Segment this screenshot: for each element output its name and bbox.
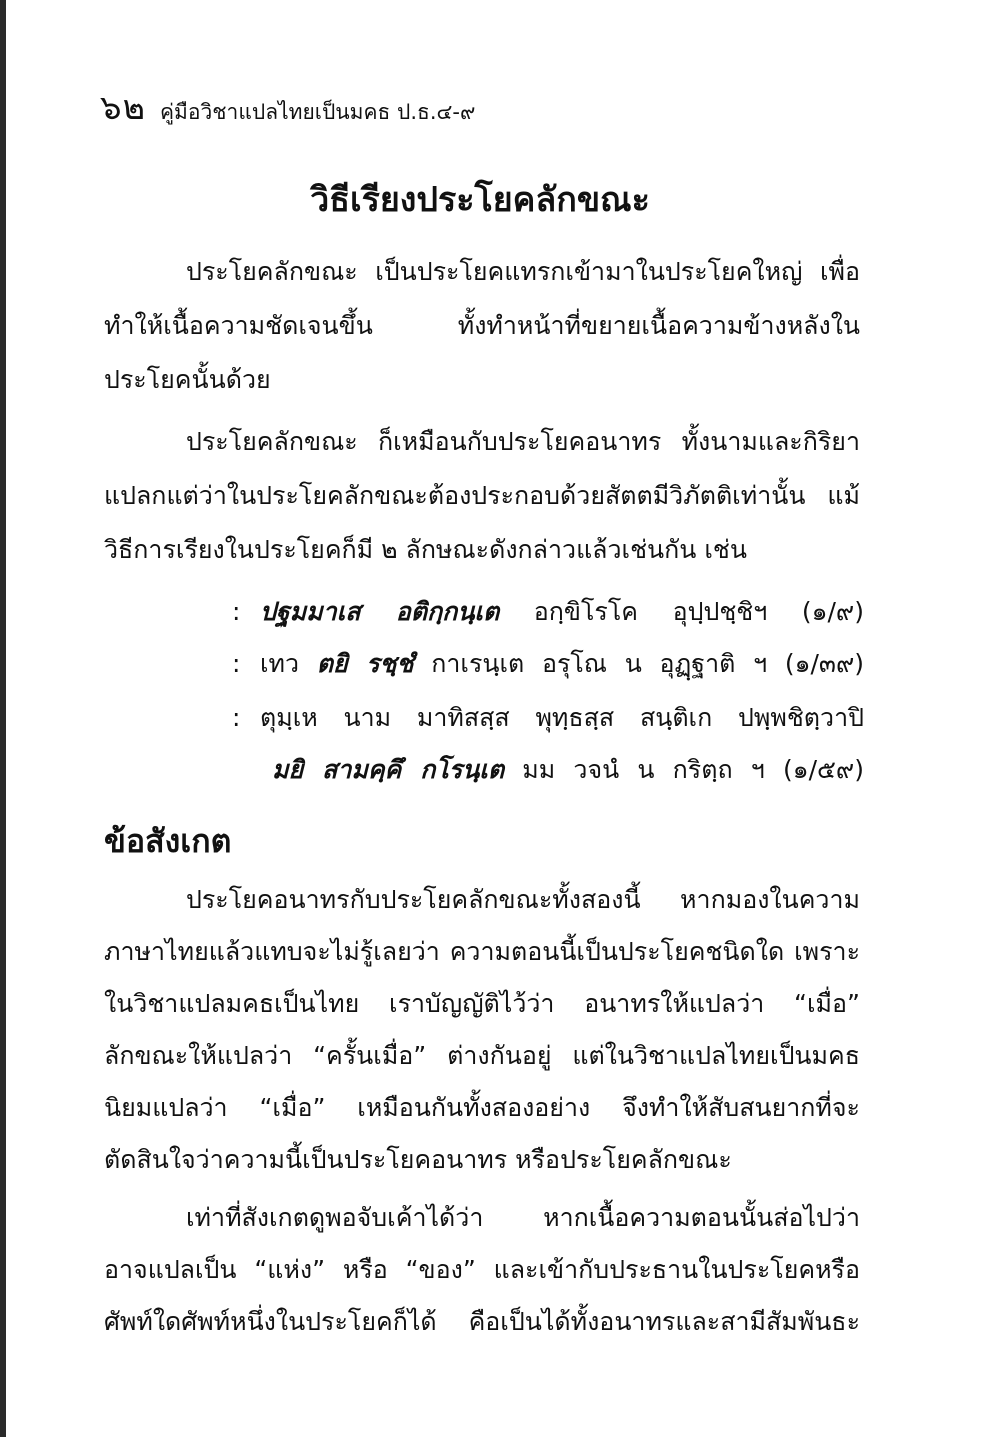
example-3-continued bbox=[272, 750, 864, 790]
para1-line-2: ทำให้เนื้อความชัดเจนขึ้น ทั้งทำหน้าที่ขยายเนื้อความข้างหลังใน bbox=[104, 311, 860, 340]
page-header bbox=[100, 80, 475, 126]
example-2 bbox=[232, 644, 864, 684]
running-title: คู่มือวิชาแปลไทยเป็นมคธ ป.ธ.๔-๙ bbox=[160, 100, 476, 124]
example-3-rest: มม วจนํ น กริตฺถ ฯ (๑/๕๙) bbox=[522, 755, 864, 784]
page-number: ๖๒ bbox=[100, 88, 146, 128]
para2-line-3: วิธีการเรียงในประโยคก็มี ๒ ลักษณะดังกล่าวแล้วเช่นกัน เช่น bbox=[104, 535, 747, 564]
para3-line-5: นิยมแปลว่า “เมื่อ” เหมือนกันทั้งสองอย่าง จึงทำให้สับสนยากที่จะ bbox=[104, 1093, 860, 1122]
example-3-line-1: ตุมฺเห นาม มาทิสสฺส พุทฺธสฺส สนฺติเก ปพฺพชิตฺวาปิ bbox=[260, 703, 864, 732]
example-1-rest: อกฺขิโรโค อุปฺปชฺชิฯ (๑/๙) bbox=[533, 597, 864, 626]
para4-line-2: อาจแปลเป็น “แห่ง” หรือ “ของ” และเข้ากับประธานในประโยคหรือ bbox=[104, 1255, 860, 1284]
example-2-pre: เทว bbox=[260, 649, 300, 678]
example-colon: : bbox=[232, 703, 241, 732]
example-1-emphasis: ปฐมมาเส อติกฺกนฺเต bbox=[260, 597, 500, 626]
para1-line-3: ประโยคนั้นด้วย bbox=[104, 365, 271, 394]
para2-line-2: แปลกแต่ว่าในประโยคลักขณะต้องประกอบด้วยสัตตมีวิภัตติเท่านั้น แม้ bbox=[104, 481, 860, 510]
section-heading: ข้อสังเกต bbox=[104, 822, 232, 860]
para3-line-2: ภาษาไทยแล้วแทบจะไม่รู้เลยว่า ความตอนนี้เป็นประโยคชนิดใด เพราะ bbox=[104, 937, 860, 966]
chapter-title: วิธีเรียงประโยคลักขณะ bbox=[310, 180, 650, 220]
para3-line-4: ลักขณะให้แปลว่า “ครั้นเมื่อ” ต่างกันอยู่ แต่ในวิชาแปลไทยเป็นมคธ bbox=[104, 1041, 860, 1070]
para4-line-1: เท่าที่สังเกตดูพอจับเค้าได้ว่า หากเนื้อความตอนนั้นส่อไปว่า bbox=[186, 1203, 860, 1232]
para3-line-1: ประโยคอนาทรกับประโยคลักขณะทั้งสองนี้ หากมองในความ bbox=[186, 885, 860, 914]
page-edge bbox=[0, 0, 6, 1437]
example-3-emphasis: มยิ สามคฺคึ กโรนฺเต bbox=[272, 755, 505, 784]
example-3 bbox=[232, 698, 864, 738]
para1-line-1: ประโยคลักขณะ เป็นประโยคแทรกเข้ามาในประโยคใหญ่ เพื่อ bbox=[186, 257, 860, 286]
example-2-emphasis: ตยิ รชฺชํ bbox=[316, 649, 414, 678]
example-1 bbox=[232, 592, 864, 632]
example-2-rest: กาเรนฺเต อรุโณ น อุฏฺฐาติ ฯ (๑/๓๙) bbox=[431, 649, 865, 678]
example-colon: : bbox=[232, 597, 241, 626]
para4-line-3: ศัพท์ใดศัพท์หนึ่งในประโยคก็ได้ คือเป็นได้ทั้งอนาทรและสามีสัมพันธะ bbox=[104, 1307, 860, 1336]
para2-line-1: ประโยคลักขณะ ก็เหมือนกับประโยคอนาทร ทั้งนามและกิริยา bbox=[186, 427, 860, 456]
para3-line-6: ตัดสินใจว่าความนี้เป็นประโยคอนาทร หรือประโยคลักขณะ bbox=[104, 1145, 732, 1174]
para3-line-3: ในวิชาแปลมคธเป็นไทย เราบัญญัติไว้ว่า อนาทรให้แปลว่า “เมื่อ” bbox=[104, 989, 860, 1018]
example-colon: : bbox=[232, 649, 241, 678]
